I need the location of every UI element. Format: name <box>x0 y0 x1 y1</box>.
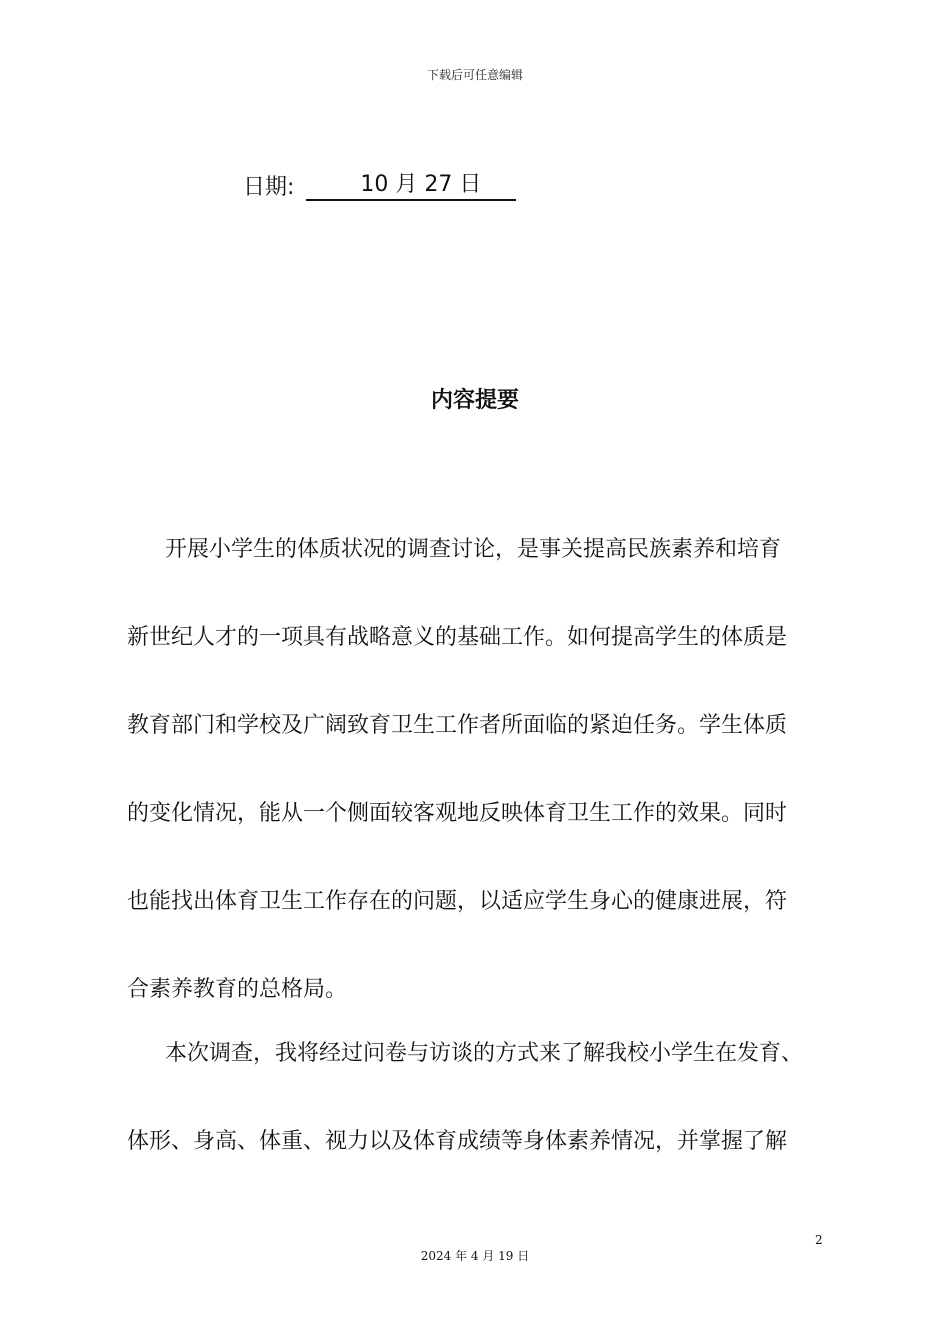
paragraph-line: 合素养教育的总格局。 <box>127 977 348 1002</box>
paragraph-2 <box>127 1010 823 1186</box>
page-footer: 2024 年 4 月 19 日 <box>420 1249 530 1263</box>
section-title: 内容提要 <box>430 388 519 413</box>
paragraph-line: 开展小学生的体质状况的调查讨论，是事关提高民族素养和培育 <box>165 537 782 562</box>
paragraph-line: 新世纪人才的一项具有战略意义的基础工作。如何提高学生的体质是 <box>127 625 788 650</box>
paragraph-line: 体形、身高、体重、视力以及体育成绩等身体素养情况，并掌握了解 <box>127 1129 788 1154</box>
paragraph-line: 也能找出体育卫生工作存在的问题，以适应学生身心的健康进展，符 <box>127 889 788 914</box>
paragraph-1 <box>127 506 823 1034</box>
page-header: 下载后可任意编辑 <box>426 68 523 82</box>
date-label: 日期: <box>243 175 295 200</box>
paragraph-line: 的变化情况，能从一个侧面较客观地反映体育卫生工作的效果。同时 <box>127 801 788 826</box>
date-value: 10 月 27 日 <box>306 171 516 201</box>
page-number: 2 <box>815 1233 823 1247</box>
paragraph-line: 本次调查，我将经过问卷与访谈的方式来了解我校小学生在发育、 <box>165 1041 804 1066</box>
date-line <box>243 170 516 201</box>
paragraph-line: 教育部门和学校及广阔致育卫生工作者所面临的紧迫任务。学生体质 <box>127 713 788 738</box>
